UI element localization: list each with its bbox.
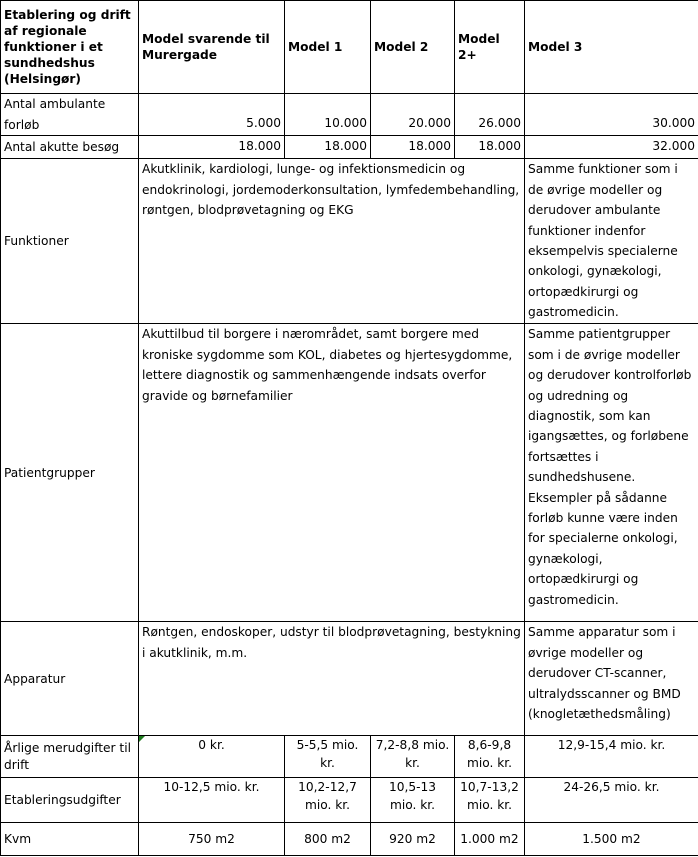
cell-value: 32.000 <box>525 136 698 159</box>
header-model-2plus: Model 2+ <box>455 1 525 94</box>
cell-value: 18.000 <box>285 136 371 159</box>
cell-value: 12,9-15,4 mio. kr. <box>525 736 698 778</box>
row-funktioner <box>1 159 698 324</box>
shared-text: Akutklinik, kardiologi, lunge- og infektionsmedicin og endokrinologi, jordemoderkonsultation, lymfedembehandling, røntgen, blodprøvetagning og EKG <box>139 159 525 324</box>
row-label: Årlige merudgifter til drift <box>1 736 139 778</box>
cell-value: 10,5-13 mio. kr. <box>371 778 455 823</box>
cell-value: 920 m2 <box>371 823 455 856</box>
header-row <box>1 1 698 94</box>
cell-value: 18.000 <box>371 136 455 159</box>
cell-value: 1.000 m2 <box>455 823 525 856</box>
row-label: Kvm <box>1 823 139 856</box>
row-label: Funktioner <box>1 159 139 324</box>
row-label: Etableringsudgifter <box>1 778 139 823</box>
cell-value: 800 m2 <box>285 823 371 856</box>
row-etablering <box>1 778 698 823</box>
header-model-3: Model 3 <box>525 1 698 94</box>
cell-value: 1.500 m2 <box>525 823 698 856</box>
header-model-1: Model 1 <box>285 1 371 94</box>
shared-text: Akuttilbud til borgere i nærområdet, samt borgere med kroniske sygdomme som KOL, diabetes og hjertesygdomme, lettere diagnostik og sammenhængende indsats overfor gravide og børnefamilier <box>139 324 525 622</box>
row-label: Antal akutte besøg <box>1 136 139 159</box>
cell-value: 0 kr. <box>139 736 285 778</box>
row-merudgifter <box>1 736 698 778</box>
cell-value: 20.000 <box>371 94 455 136</box>
row-label: Apparatur <box>1 622 139 736</box>
header-title: Etablering og drift af regionale funktioner i et sundhedshus (Helsingør) <box>1 1 139 94</box>
row-patientgrupper <box>1 324 698 622</box>
cell-value: 7,2-8,8 mio. kr. <box>371 736 455 778</box>
row-ambulante <box>1 94 698 136</box>
cell-value: 750 m2 <box>139 823 285 856</box>
cell-value: 5-5,5 mio. kr. <box>285 736 371 778</box>
cell-value: 10.000 <box>285 94 371 136</box>
row-akutte <box>1 136 698 159</box>
row-apparatur <box>1 622 698 736</box>
header-model-murergade: Model svarende til Murergade <box>139 1 285 94</box>
row-kvm <box>1 823 698 856</box>
header-model-2: Model 2 <box>371 1 455 94</box>
cell-value: 5.000 <box>139 94 285 136</box>
model3-text: Samme patientgrupper som i de øvrige modeller og derudover kontrolforløb og udredning og diagnostik, som kan igangsættes, og forløbene fortsættes i sundhedshusene. Eksempler på sådanne forløb kunne være inden for specialerne onkologi, gynækologi, ortopædkirurgi og gastromedicin. <box>525 324 698 622</box>
cell-value: 10,2-12,7 mio. kr. <box>285 778 371 823</box>
cell-value: 18.000 <box>139 136 285 159</box>
cell-value: 30.000 <box>525 94 698 136</box>
cell-value: 18.000 <box>455 136 525 159</box>
row-label: Antal ambulante forløb <box>1 94 139 136</box>
model3-text: Samme funktioner som i de øvrige modeller og derudover ambulante funktioner indenfor eksempelvis specialerne onkologi, gynækologi, ortopædkirurgi og gastromedicin. <box>525 159 698 324</box>
cell-value: 26.000 <box>455 94 525 136</box>
cell-value: 10-12,5 mio. kr. <box>139 778 285 823</box>
cell-value: 8,6-9,8 mio. kr. <box>455 736 525 778</box>
model3-text: Samme apparatur som i øvrige modeller og derudover CT-scanner, ultralydsscanner og BMD (knogletæthedsmåling) <box>525 622 698 736</box>
row-label: Patientgrupper <box>1 324 139 622</box>
cell-value: 24-26,5 mio. kr. <box>525 778 698 823</box>
cell-value: 10,7-13,2 mio. kr. <box>455 778 525 823</box>
shared-text: Røntgen, endoskoper, udstyr til blodprøvetagning, bestykning i akutklinik, m.m. <box>139 622 525 736</box>
